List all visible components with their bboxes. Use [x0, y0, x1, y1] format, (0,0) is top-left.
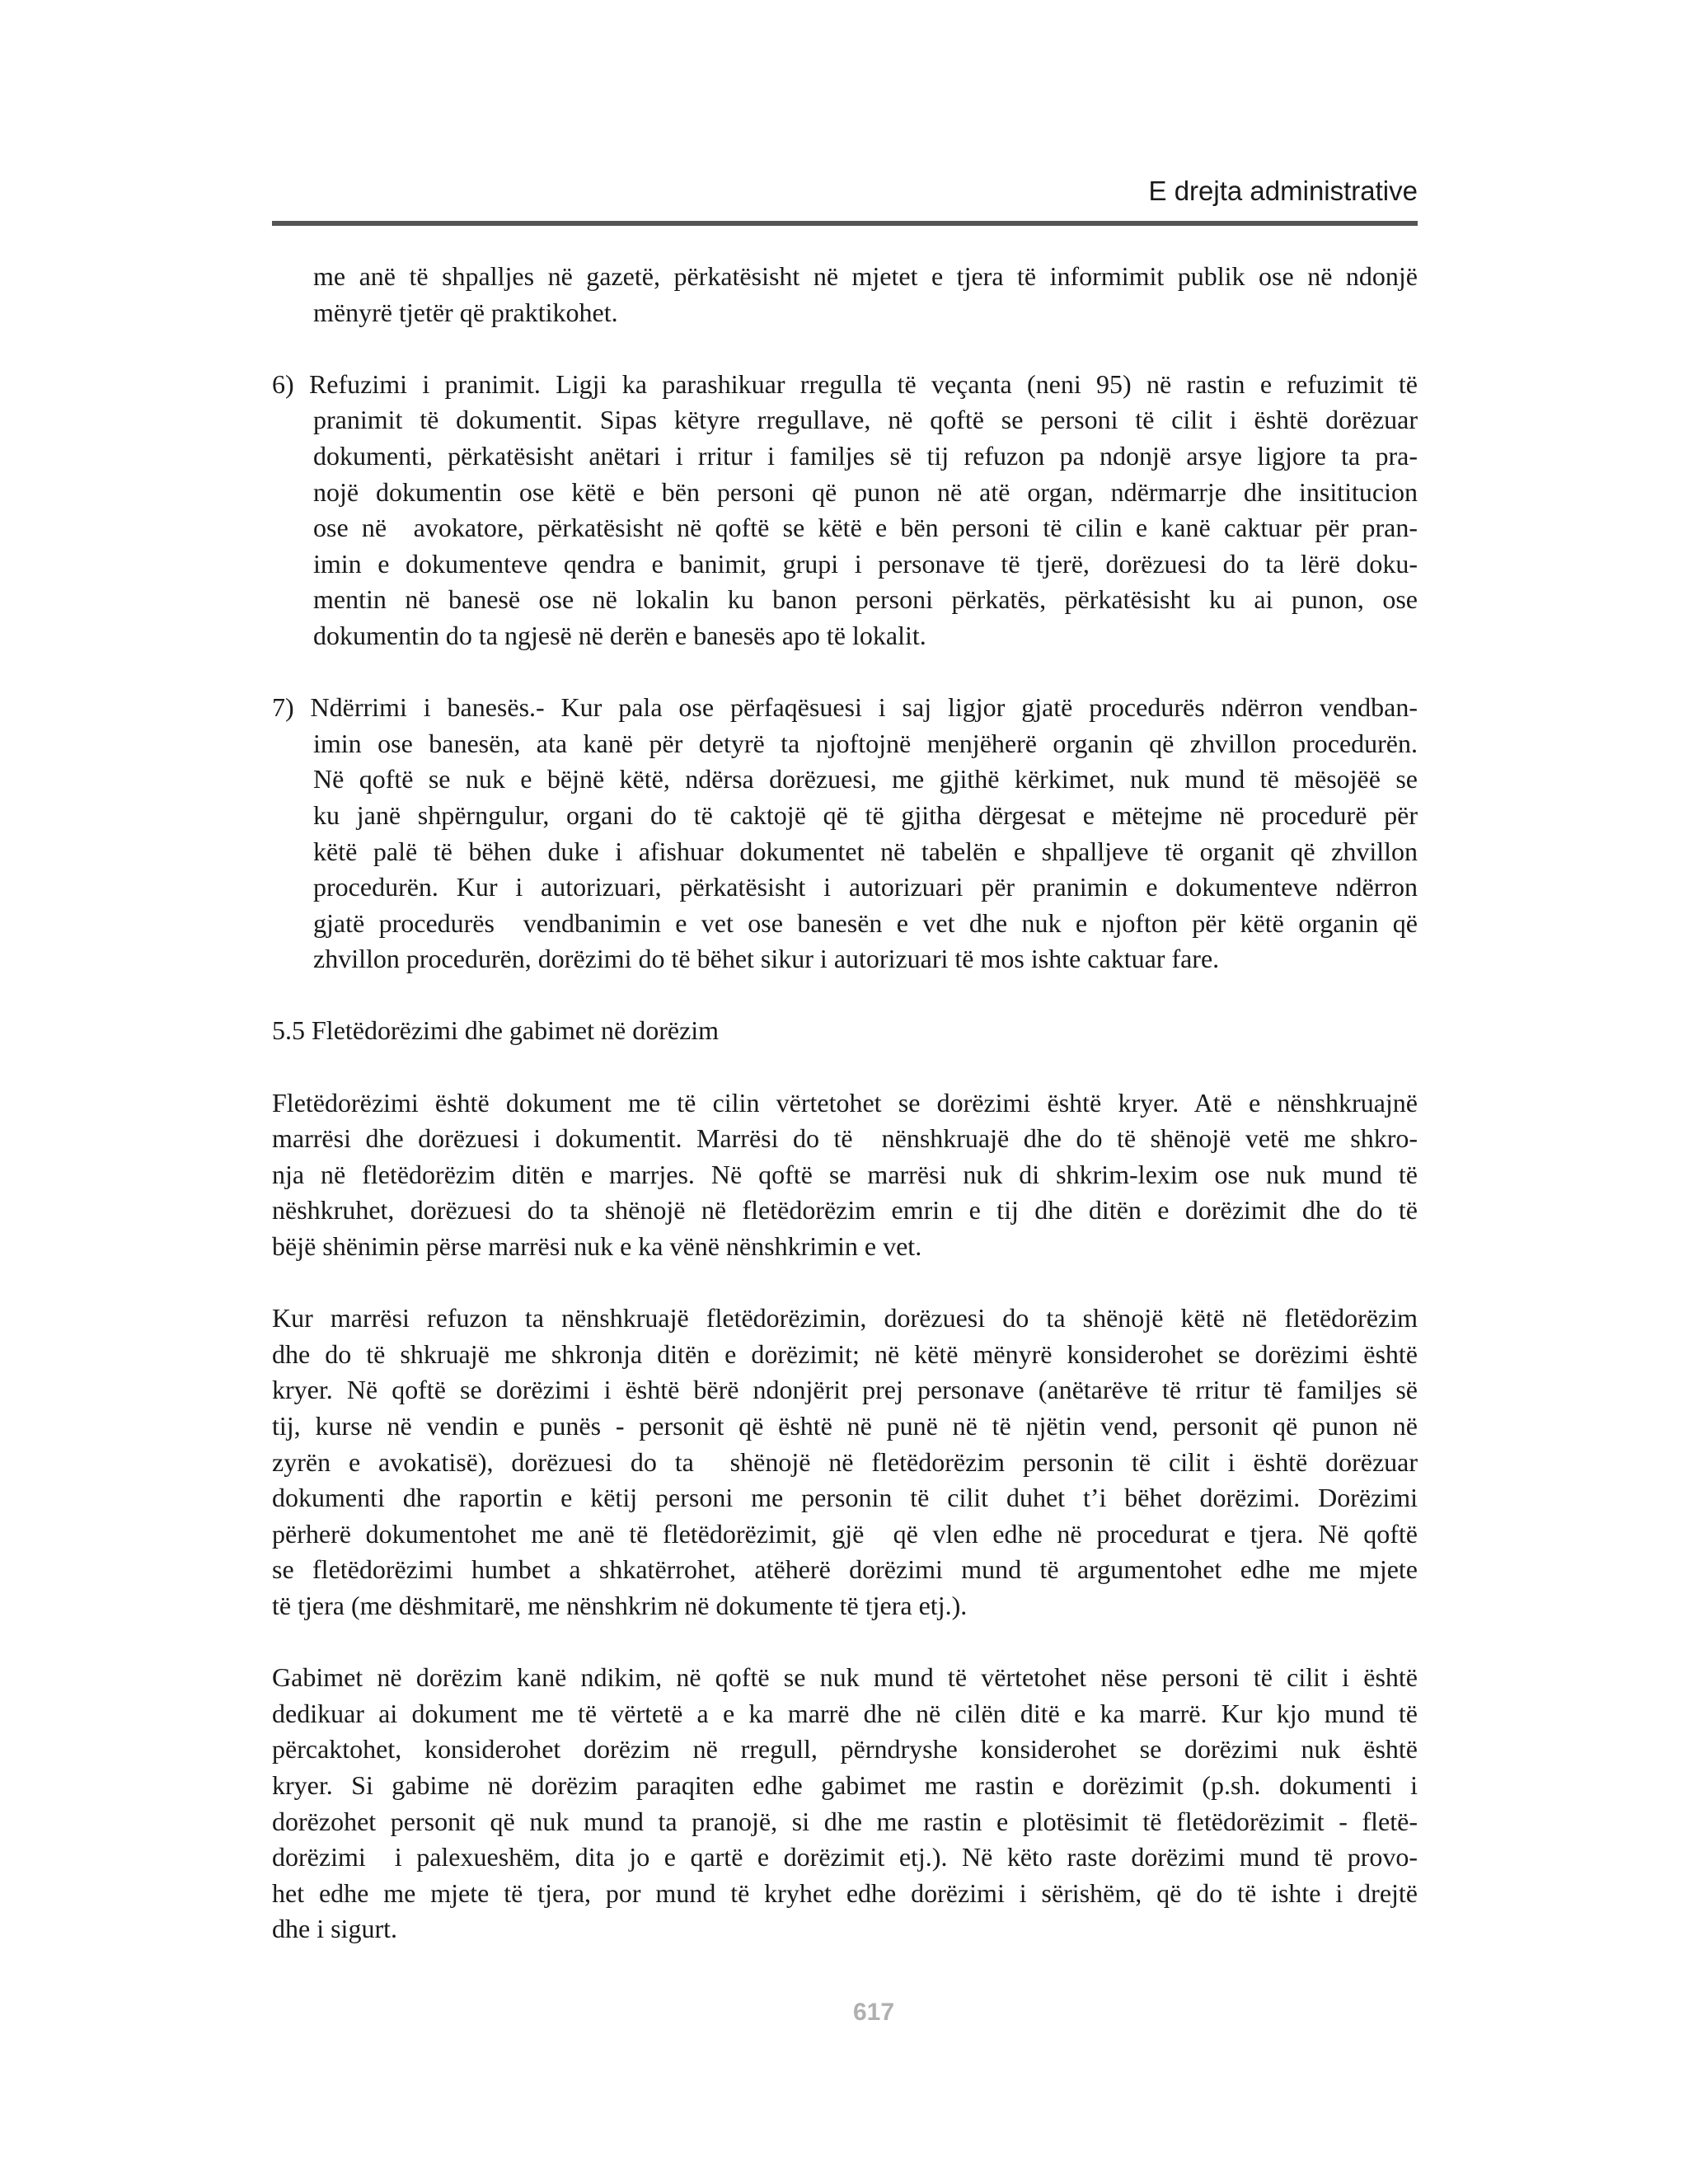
- text-line: dhe do të shkruajë me shkronja ditën e dorëzimit; në këtë mënyrë konsiderohet se dorëzimi është: [272, 1338, 1418, 1369]
- body-text: [272, 259, 1418, 1947]
- text-line: nëshkruhet, dorëzuesi do ta shënojë në fletëdorëzim emrin e tij dhe ditën e dorëzimit dhe do të: [272, 1195, 1418, 1226]
- header-rule: [272, 221, 1418, 226]
- text-line: ose në avokatore, përkatësisht në qoftë se këtë e bën personi të cilin e kanë caktuar për pran-: [313, 513, 1418, 543]
- text-line: 6) Refuzimi i pranimit. Ligji ka parashikuar rregulla të veçanta (neni 95) në rastin e refuzimit të: [272, 368, 1418, 399]
- list-item-6: [272, 367, 1418, 654]
- text-line: dorëzohet personit që nuk mund ta pranojë, si dhe me rastin e plotësimit të fletëdorëzimit - fletë-: [272, 1806, 1418, 1836]
- page-number: 617: [852, 1999, 895, 2026]
- text-line: Në qoftë se nuk e bëjnë këtë, ndërsa dorëzuesi, me gjithë kërkimet, nuk mund të mësojëë se: [313, 764, 1418, 794]
- text-line: bëjë shënimin përse marrësi nuk e ka vënë nënshkrimin e vet.: [272, 1231, 922, 1262]
- text-line: dokumenti dhe raportin e këtij personi me personin të cilit duhet t’i bëhet dorëzimi. Dorëzimi: [272, 1483, 1418, 1513]
- paragraph: [272, 1660, 1418, 1947]
- text-line: marrësi dhe dorëzuesi i dokumentit. Marrësi do të nënshkruajë dhe do të shënojë vetë me shkro-: [272, 1123, 1418, 1154]
- paragraph: [272, 1085, 1418, 1265]
- section-heading-text: 5.5 Fletëdorëzimi dhe gabimet në dorëzim: [272, 1015, 720, 1046]
- text-line: këtë palë të bëhen duke i afishuar dokumentet në tabelën e shpalljeve të organit që zhvillon: [313, 836, 1418, 866]
- text-line: kryer. Si gabime në dorëzim paraqiten edhe gabimet me rastin e dorëzimit (p.sh. dokumenti i: [272, 1769, 1418, 1800]
- text-line: nojë dokumentin ose këtë e bën personi që punon në atë organ, ndërmarrje dhe insititucion: [313, 476, 1418, 507]
- text-line: përcaktohet, konsiderohet dorëzim në rregull, përndryshe konsiderohet se dorëzimi nuk është: [272, 1734, 1418, 1765]
- text-line: nja në fletëdorëzim ditën e marrjes. Në qoftë se marrësi nuk di shkrim-lexim ose nuk mund të: [272, 1159, 1418, 1189]
- running-header-title: E drejta administrative: [1148, 176, 1418, 206]
- text-line: gjatë procedurës vendbanimin e vet ose banesën e vet dhe nuk e njofton për këtë organin që: [313, 907, 1418, 938]
- text-line: ku janë shpërngulur, organi do të caktojë që të gjitha dërgesat e mëtejme në procedurë për: [313, 799, 1418, 830]
- text-line: zhvillon procedurën, dorëzimi do të bëhet sikur i autorizuari të mos ishte caktuar fare.: [313, 944, 1220, 974]
- text-line: zyrën e avokatisë), dorëzuesi do ta shënojë në fletëdorëzim personin të cilit i është dorëzuar: [272, 1446, 1418, 1477]
- text-line: të tjera (me dëshmitarë, me nënshkrim në dokumente të tjera etj.).: [272, 1590, 968, 1620]
- text-line: het edhe me mjete të tjera, por mund të kryhet edhe dorëzimi i sërishëm, që do të ishte i drejtë: [272, 1877, 1418, 1908]
- text-line: dokumentin do ta ngjesë në derën e banesës apo të lokalit.: [313, 620, 926, 650]
- text-line: përherë dokumentohet me anë të fletëdorëzimit, gjë që vlen edhe në procedurat e tjera. Në qoftë: [272, 1518, 1418, 1549]
- text-line: dhe i sigurt.: [272, 1914, 397, 1944]
- list-item-7: [272, 690, 1418, 977]
- text-line: procedurën. Kur i autorizuari, përkatësisht i autorizuari për pranimin e dokumenteve ndërron: [313, 872, 1418, 902]
- text-line: me anë të shpalljes në gazetë, përkatësisht në mjetet e tjera të informimit publik ose në ndonjë: [313, 261, 1418, 291]
- text-line: Fletëdorëzimi është dokument me të cilin vërtetohet se dorëzimi është kryer. Atë e nënshkruajnë: [272, 1087, 1418, 1118]
- text-line: mentin në banesë ose në lokalin ku banon personi përkatës, përkatësisht ku ai punon, ose: [313, 584, 1418, 615]
- text-line: se fletëdorëzimi humbet a shkatërrohet, atëherë dorëzimi mund të argumentohet edhe me mjete: [272, 1554, 1418, 1585]
- text-line: kryer. Në qoftë se dorëzimi i është bërë ndonjërit prej personave (anëtarëve të rritur të familjes së: [272, 1375, 1418, 1405]
- text-line: Gabimet në dorëzim kanë ndikim, në qoftë se nuk mund të vërtetohet nëse personi të cilit i është: [272, 1662, 1418, 1693]
- text-line: dokumenti, përkatësisht anëtari i rritur i familjes së tij refuzon pa ndonjë arsye ligjore ta pra-: [313, 440, 1418, 471]
- text-line: dedikuar ai dokument me të vërtetë a e ka marrë dhe në cilën ditë e ka marrë. Kur kjo mund të: [272, 1698, 1418, 1728]
- text-line: tij, kurse në vendin e punës - personit që është në punë në të njëtin vend, personit që punon në: [272, 1411, 1418, 1441]
- text-line: Kur marrësi refuzon ta nënshkruajë fletëdorëzimin, dorëzuesi do ta shënojë këtë në fletëdorëzim: [272, 1303, 1418, 1333]
- text-line: imin e dokumenteve qendra e banimit, grupi i personave të tjerë, dorëzuesi do ta lërë doku-: [313, 548, 1418, 579]
- paragraph: [272, 1301, 1418, 1624]
- text-line: dorëzimi i palexueshëm, dita jo e qartë e dorëzimit etj.). Në këto raste dorëzimi mund të provo-: [272, 1842, 1418, 1872]
- paragraph-continuation: [272, 259, 1418, 330]
- section-heading: [272, 1013, 1418, 1049]
- text-line: mënyrë tjetër që praktikohet.: [313, 297, 618, 327]
- text-line: 7) Ndërrimi i banesës.- Kur pala ose përfaqësuesi i saj ligjor gjatë procedurës ndërron vendban-: [272, 692, 1418, 723]
- text-line: pranimit të dokumentit. Sipas këtyre rregullave, në qoftë se personi të cilit i është dorëzuar: [313, 405, 1418, 435]
- text-line: imin ose banesën, ata kanë për detyrë ta njoftojnë menjëherë organin që zhvillon procedurën.: [313, 728, 1418, 758]
